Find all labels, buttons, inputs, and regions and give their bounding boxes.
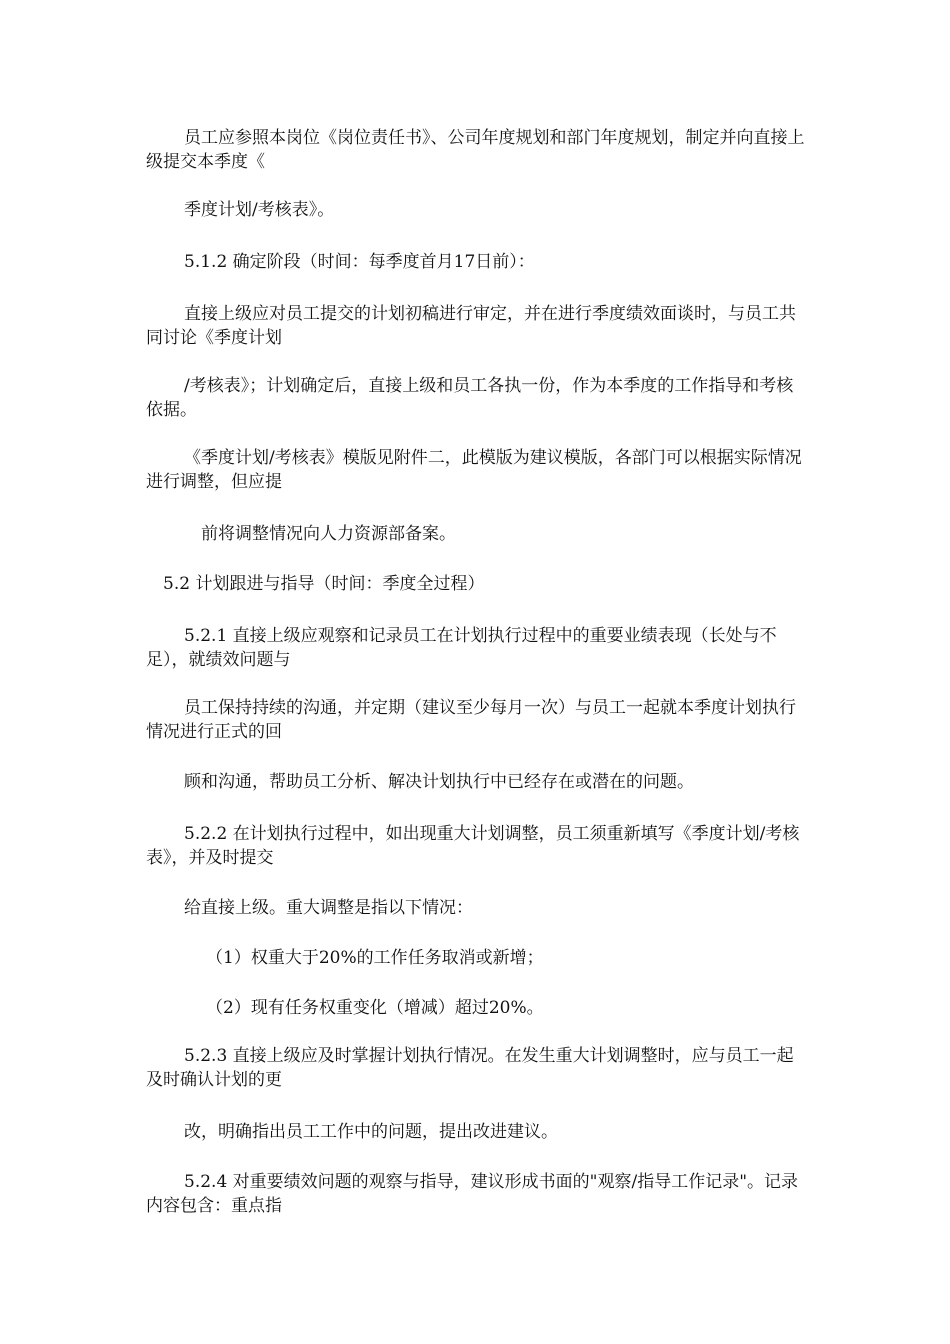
- list-item-1: （1）权重大于20%的工作任务取消或新增；: [206, 948, 544, 968]
- paragraph-14: 5.2.4 对重要绩效问题的观察与指导，建议形成书面的"观察/指导工作记录"。记录内容包含：重点指: [146, 1172, 799, 1216]
- paragraph-13: 改，明确指出员工工作中的问题，提出改进建议。: [184, 1122, 558, 1142]
- paragraph-3: 直接上级应对员工提交的计划初稿进行审定，并在进行季度绩效面谈时，与员工共同讨论《季度计划: [146, 304, 796, 348]
- list-item-2: （2）现有任务权重变化（增减）超过20%。: [206, 998, 544, 1018]
- paragraph-4: /考核表》；计划确定后，直接上级和员工各执一份，作为本季度的工作指导和考核依据。: [146, 376, 794, 420]
- section-heading-5-1-2: 5.1.2 确定阶段（时间：每季度首月17日前）：: [184, 252, 535, 272]
- paragraph-1: 员工应参照本岗位《岗位责任书》、公司年度规划和部门年度规划，制定并向直接上级提交本季度《: [146, 128, 805, 172]
- paragraph-9: 顾和沟通，帮助员工分析、解决计划执行中已经存在或潜在的问题。: [184, 772, 694, 792]
- paragraph-7: 5.2.1 直接上级应观察和记录员工在计划执行过程中的重要业绩表现（长处与不足），就绩效问题与: [146, 626, 777, 670]
- paragraph-2: 季度计划/考核表》。: [184, 200, 335, 220]
- paragraph-5: 《季度计划/考核表》模版见附件二，此模版为建议模版，各部门可以根据实际情况进行调整，但应提: [146, 448, 802, 492]
- paragraph-6: 前将调整情况向人力资源部备案。: [201, 524, 456, 544]
- paragraph-10: 5.2.2 在计划执行过程中，如出现重大计划调整，员工须重新填写《季度计划/考核表》，并及时提交: [146, 824, 800, 868]
- paragraph-8: 员工保持持续的沟通，并定期（建议至少每月一次）与员工一起就本季度计划执行情况进行正式的回: [146, 698, 796, 742]
- paragraph-12: 5.2.3 直接上级应及时掌握计划执行情况。在发生重大计划调整时，应与员工一起及时确认计划的更: [146, 1046, 794, 1090]
- paragraph-11: 给直接上级。重大调整是指以下情况：: [184, 898, 473, 918]
- section-heading-5-2: 5.2 计划跟进与指导（时间：季度全过程）: [163, 574, 485, 594]
